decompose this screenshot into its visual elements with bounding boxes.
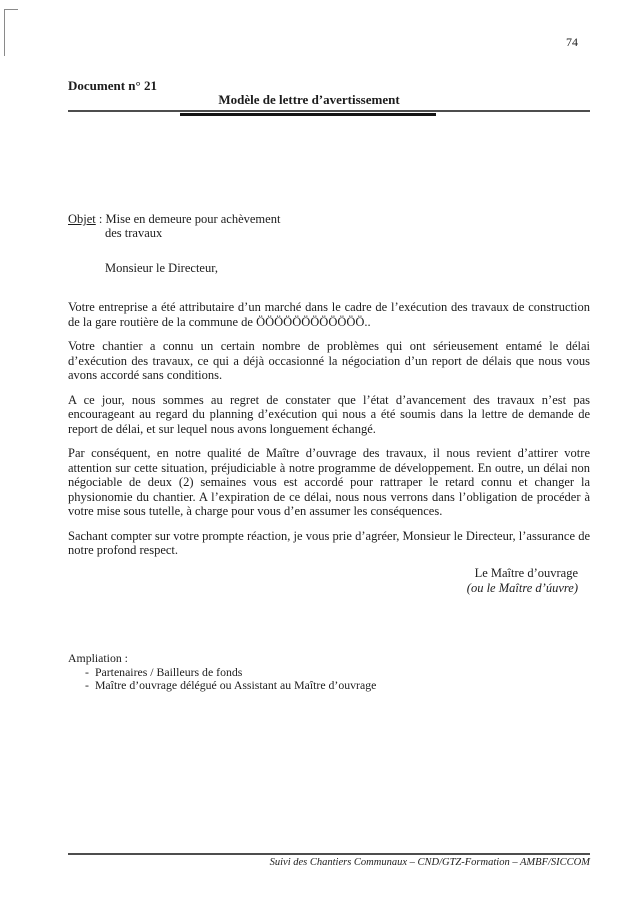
ampliation-block — [68, 652, 376, 693]
subject-block — [68, 212, 280, 240]
hyphen-bullet: - — [85, 678, 89, 692]
hyphen-bullet: - — [85, 664, 89, 679]
ampliation-item — [85, 679, 376, 693]
document-header — [68, 79, 590, 116]
letter-paragraph: Par conséquent, en notre qualité de Maître d’ouvrage des travaux, il nous revient d’attirer votre attention sur cette situation, préjudiciable à notre programme de développement. En outre, un délai non négociable de deux (2) semaines vous est accordé pour rattraper le retard connu et changer la physionomie du chantier. A l’expiration de ce délai, nous nous verrons dans l’obligation de procéder à votre mise sous tutelle, à charge pour vous d’en assumer les conséquences. — [68, 446, 590, 518]
subject-line2: des travaux — [105, 226, 163, 240]
letter-paragraph: Votre entreprise a été attributaire d’un marché dans le cadre de l’exécution des travaux de construction de la gare routière de la commune de ÖÖÖÖÖÖÖÖÖÖÖÖ.. — [68, 300, 590, 329]
subject-line1 — [68, 212, 280, 226]
footer-rule — [68, 853, 590, 855]
ampliation-label: Ampliation : — [68, 651, 128, 665]
letter-paragraph: Sachant compter sur votre prompte réaction, je vous prie d’agréer, Monsieur le Directeur, l’assurance de notre profond respect. — [68, 528, 590, 557]
document-label: Document n° 21 — [68, 78, 157, 93]
scan-corner-mark — [4, 9, 18, 56]
page-footer — [68, 853, 590, 869]
title-underline — [180, 113, 436, 116]
ampliation-item-label: Maître d’ouvrage délégué ou Assistant au Maître d’ouvrage — [94, 678, 377, 692]
ampliation-item — [85, 666, 376, 680]
footer-text: Suivi des Chantiers Communaux – CND/GTZ-Formation – AMBF/SICCOM — [269, 857, 590, 868]
subject-label: Objet — [68, 212, 96, 226]
letter-body — [68, 300, 590, 568]
letter-paragraph: A ce jour, nous sommes au regret de constater que l’état d’avancement des travaux n’est pas encourageant au regard du planning d’exécution qui nous a été soumis dans la lettre de demande de report de délai, et sur lequel nous avons longuement échangé. — [68, 392, 590, 436]
salutation: Monsieur le Directeur, — [105, 261, 219, 275]
header-rule — [68, 110, 590, 116]
letter-paragraph: Votre chantier a connu un certain nombre de problèmes qui ont sérieusement entamé le délai d’exécution des travaux, ce qui a déjà occasionné la négociation d’un report de délais que nous vous avons accordé sans conditions. — [68, 339, 590, 382]
signature-alt-role: (ou le Maître d’úuvre) — [466, 581, 578, 595]
page-number: 74 — [566, 35, 578, 49]
signature-block — [467, 566, 578, 596]
ampliation-item-label: Partenaires / Bailleurs de fonds — [94, 664, 243, 679]
document-title: Modèle de lettre d’avertissement — [218, 92, 400, 107]
subject-text: : Mise en demeure pour achèvement — [98, 212, 281, 226]
signature-role: Le Maître d’ouvrage — [474, 566, 578, 580]
